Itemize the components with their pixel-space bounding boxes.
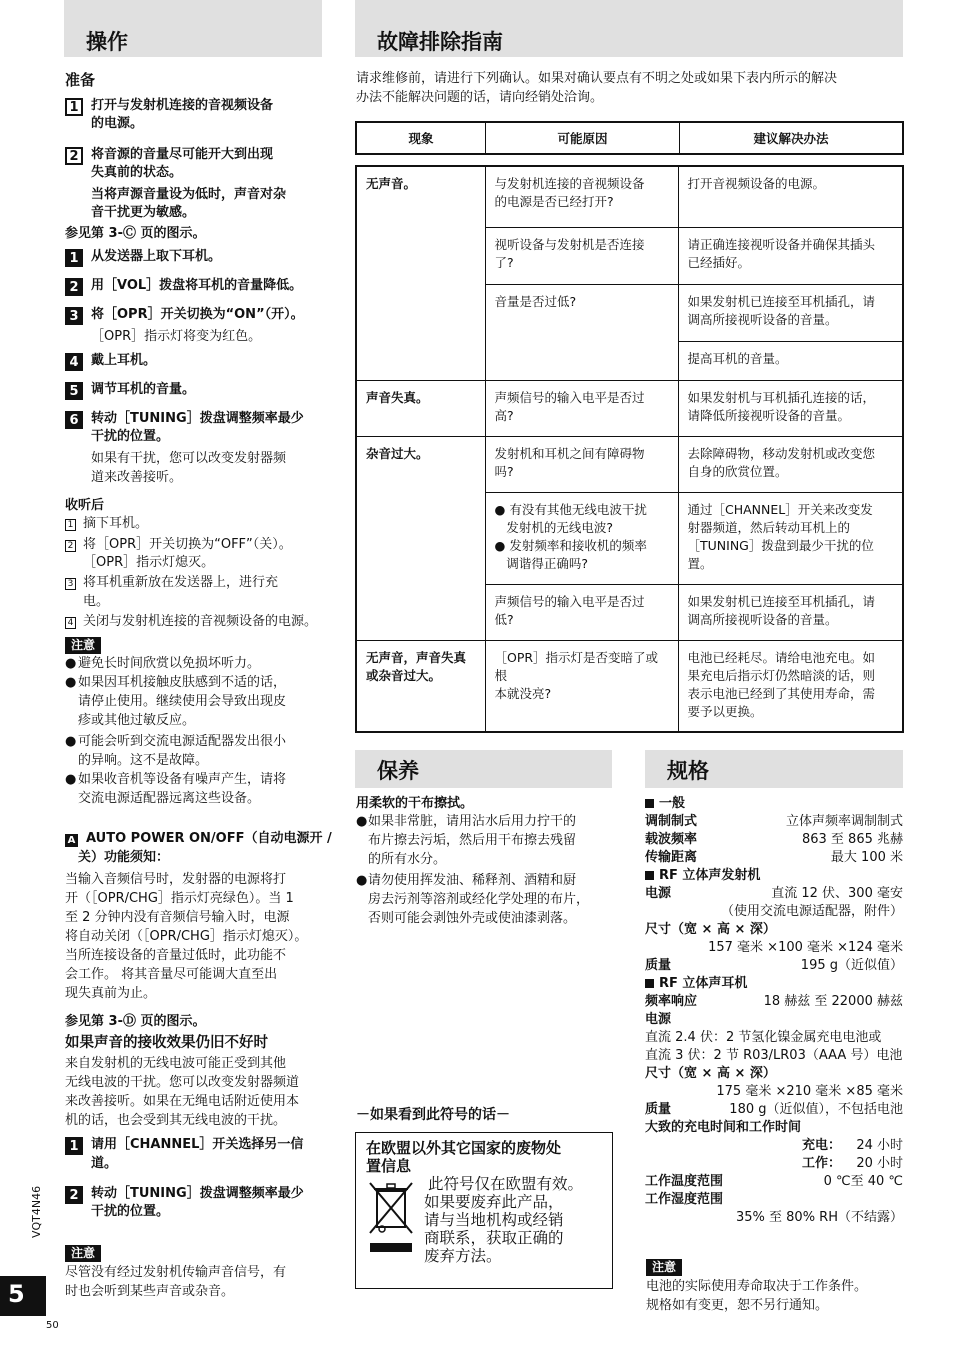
care2-line1: 请勿使用挥发油、稀释剂、酒精和厨 [368,873,577,888]
caution1-line1: 避免长时间欣赏以免损坏听力。 [78,656,261,671]
spec-label: 大致的充电时间和工作时间 [645,1120,802,1135]
spec-label: 电源 [645,886,672,901]
spec-label: 载波频率 [645,832,698,847]
fix-line: 如果发射机已连接至耳机插孔，请 [687,593,876,609]
fix-line: 打开音视频设备的电源。 [687,176,826,191]
cause-cell [485,284,678,380]
spec-value: 0 ℃至 40 ℃ [823,1174,903,1189]
s5-text: 调节耳机的音量。 [91,382,196,397]
spec-row [645,1083,903,1101]
cause-line: 音量是否过低? [494,293,577,309]
spec-label: 尺寸（宽 × 高 × 深） [645,922,776,937]
spec-row [645,1011,903,1029]
square-bullet-icon [645,871,654,880]
eu-disposal-box [355,1132,613,1289]
cause-line: 的电源是否已经打开? [494,194,614,209]
poor-reception-title: 如果声音的接收效果仍旧不好时 [65,1035,268,1051]
spec-general [645,795,903,813]
cause-line: 吗? [494,463,514,479]
symptom-noise: 杂音过大。 [356,436,485,640]
spec-rx-label: RF 立体声耳机 [659,976,748,991]
fix-line: 请正确连接视听设备并确保其插头 [687,236,876,252]
cause-line: 发射机的无线电波? [494,519,614,535]
spec-label: 工作温度范围 [645,1174,724,1189]
auto-body-6: 会工作。 将其音量尽可能调大直至出 [65,967,278,982]
auto-body-7: 现失真前为止。 [65,986,157,1001]
spec-value: 最大 100 米 [830,850,903,865]
poor-body-4: 机的话，也会受到其无线电波的干扰。 [65,1113,287,1128]
trouble-title: 故障排除指南 [377,30,503,54]
after-num-3: 3 [65,578,76,590]
fix-cell [678,227,903,284]
caution2-line1: 如果因耳机接触皮肤感到不适的话， [78,675,287,690]
p1-line2: 道。 [91,1156,118,1171]
box-text-5: 废弃方法。 [424,1247,502,1265]
cause-cell [485,380,678,436]
spec-label: 尺寸（宽 × 高 × 深） [645,1066,776,1081]
step-number-5: 5 [65,382,83,400]
care-title: 保养 [377,759,419,783]
spec-value: 863 至 865 兆赫 [801,832,903,847]
care-bullet-2: ● [356,873,368,888]
cause-cell [485,492,678,584]
cause-line: 本就没亮? [494,685,552,701]
spec-row [645,1191,903,1209]
cause-line: 声频信号的输入电平是否过 [494,593,645,609]
s2-text: 用［VOL］拨盘将耳机的音量降低。 [91,278,303,293]
step1-line1: 打开与发射机连接的音视频设备 [91,98,274,113]
spec-label: 工作湿度范围 [645,1192,724,1207]
spec-label: 频率响应 [645,994,698,1009]
fix-line: 调高所接视听设备的音量。 [687,611,838,627]
spec-row [645,849,903,867]
step2-note1: 当将声源音量设为低时，声音对杂 [91,187,287,202]
box-text-2: 如果要废弃此产品， [424,1193,564,1211]
spec-row [645,831,903,849]
spec-label: 工作： [801,1156,841,1171]
p2-line1: 转动［TUNING］拨盘调整频率最少 [91,1186,304,1201]
auto-body-5: 当所连接设备的音量过低时，此功能不 [65,948,287,963]
cause-line: 声频信号的输入电平是否过 [494,389,645,405]
page-number-small: 50 [46,1320,59,1331]
spec-value: （使用交流电源适配器，附件） [720,904,903,919]
p1-line1: 请用［CHANNEL］开关选择另一信 [91,1137,304,1152]
caution2-line3: 疹或其他过敏反应。 [78,713,196,728]
spec-value: 195 g（近似值） [800,958,903,973]
spec-value: 20 小时 [856,1156,903,1171]
spec-row [645,903,903,921]
step2-line2: 失真前的状态。 [91,165,183,180]
s3-text: 将［OPR］开关切换为“ON”（开）。 [91,307,304,322]
care1-line3: 的所有水分。 [368,852,447,867]
spec-row [645,993,903,1011]
spec-value: 直流 2.4 伏：2 节氢化镍金属充电电池或 [645,1030,882,1045]
caution3-line2: 的异响。这不是故障。 [78,753,209,768]
caution4-line2: 交流电源适配器远离这些设备。 [78,791,261,806]
care-bullet-1: ● [356,814,368,829]
fix-line: 射器频道，然后转动耳机上的 [687,519,851,535]
spec-note-1: 电池的实际使用寿命取决于工作条件。 [646,1279,868,1294]
after-num-2: 2 [65,540,76,552]
fix-line: 要予以更换。 [687,703,763,719]
spec-label: 调制制式 [645,814,698,829]
spec-headphones [645,975,903,993]
after3-line1: 将耳机重新放在发送器上，进行充 [83,575,279,590]
caution-bullet-2: ● [65,675,77,690]
header-cause: 可能原因 [486,123,680,153]
ref-figure-d: 参见第 3-Ⓓ 页的图示。 [65,1014,206,1029]
care-header [355,750,612,788]
step-number-3: 3 [65,307,83,325]
fix-line: 自身的欣赏位置。 [687,463,788,479]
spec-tx-label: RF 立体声发射机 [659,868,761,883]
fix-line: 果充电后指示灯仍然暗淡的话，则 [687,667,876,683]
caution2-text-1: 尽管没有经过发射机传输声音信号，有 [65,1265,287,1280]
spec-note-2: 规格如有变更，恕不另行通知。 [646,1298,829,1313]
spec-value: 35% 至 80% RH（不结露） [736,1210,903,1225]
after-title: 收听后 [65,498,105,513]
spec-value: 直流 3 伏：2 节 R03/LR03（AAA 号）电池 [645,1048,903,1063]
cause-line: 视听设备与发射机是否连接 [494,236,645,252]
after2-line1: 将［OPR］开关切换为“OFF”（关）。 [83,537,292,552]
caution3-line1: 可能会听到交流电源适配器发出很小 [78,734,287,749]
fix-cell [678,436,903,492]
cause-line: ［OPR］指示灯是否变暗了或根 [494,649,659,683]
spec-row [645,885,903,903]
page-number: 5 [8,1280,25,1308]
spec-label: 质量 [645,958,672,973]
auto-tag: A [65,834,78,847]
spec-row [645,1173,903,1191]
spec-row [645,1101,903,1119]
caution2-line2: 请停止使用。继续使用会导致出现皮 [78,694,287,709]
trouble-table-header [355,121,904,155]
poor-step-number-1: 1 [65,1137,83,1155]
box-text-3: 请与当地机构或经销 [424,1211,564,1229]
fix-line: 电池已经耗尽。请给电池充电。如 [687,649,876,665]
fix-line: 如果发射机与耳机插孔连接的话， [687,389,876,405]
spec-label: 质量 [645,1102,672,1117]
care2-line3: 否则可能会剥蚀外壳或使油漆剥落。 [368,911,577,926]
square-bullet-icon [645,979,654,988]
s1-text: 从发送器上取下耳机。 [91,249,222,264]
caution2-text-2: 时也会听到某些声音或杂音。 [65,1284,235,1299]
step-number-6: 6 [65,411,83,429]
spec-value: 175 毫米 ×210 毫米 ×85 毫米 [716,1084,903,1099]
box-title-2: 置信息 [366,1157,412,1175]
step-number-2b: 2 [65,278,83,296]
page-number-tab [0,1276,46,1316]
caution-badge: 注意 [65,637,101,654]
after4-text: 关闭与发射机连接的音视频设备的电源。 [83,614,318,629]
after1-text: 摘下耳机。 [83,516,149,531]
spec-value: 直流 12 伏、300 毫安 [771,886,903,901]
cause-cell [485,436,678,492]
spec-row [645,939,903,957]
fix-cell [678,640,903,732]
s6-note2: 道来改善接听。 [91,470,183,485]
p2-line2: 干扰的位置。 [91,1204,170,1219]
table-row [356,166,903,227]
cause-cell [485,166,678,227]
spec-row [645,1137,903,1155]
after2-line2: ［OPR］指示灯熄灭。 [83,555,215,570]
auto-body-4: 将自动关闭（［OPR/CHG］指示灯熄灭）。 [65,929,308,944]
fix-line: ［TUNING］拨盘到最少干扰的位置。 [687,537,874,571]
fix-line: 调高所接视听设备的音量。 [687,311,838,327]
spec-value: 立体声频率调制制式 [785,814,903,829]
step-number-4: 4 [65,353,83,371]
spec-row [645,1029,903,1047]
after-num-4: 4 [65,617,76,629]
spec-row [645,1155,903,1173]
after3-line2: 电。 [83,594,110,609]
fix-line: 去除障碍物，移动发射机或改变您 [687,445,876,461]
after-num-1: 1 [65,519,76,531]
spec-row [645,813,903,831]
s3-note: ［OPR］指示灯将变为红色。 [91,329,262,344]
cause-line: ● 发射频率和接收机的频率 [494,537,647,553]
spec-label: 电源 [645,1012,672,1027]
fix-cell [678,584,903,640]
cause-line: 调谐得正确吗? [494,555,589,571]
s6-line1: 转动［TUNING］拨盘调整频率最少 [91,411,304,426]
spec-value: 180 g（近似值），不包括电池 [729,1102,903,1117]
spec-title: 规格 [667,759,709,783]
s6-line2: 干扰的位置。 [91,429,170,444]
spec-header [645,750,903,788]
step-number-2: 2 [65,147,83,165]
prep-title: 准备 [65,71,96,89]
fix-cell [678,492,903,584]
fix-cell [678,166,903,227]
cause-line: 了? [494,254,514,270]
poor-body-3: 来改善接听。如果在无绳电话附近使用本 [65,1094,300,1109]
trouble-table [355,165,904,733]
cause-line: 与发射机连接的音视频设备 [494,176,645,191]
cause-line: 高? [494,407,514,423]
fix-line: 提高耳机的音量。 [687,350,788,366]
table-row [356,436,903,492]
header-fix: 建议解决办法 [753,131,829,146]
fix-line: 请降低所接视听设备的音量。 [687,407,851,423]
fix-line: 如果发射机已连接至耳机插孔，请 [687,293,876,309]
poor-body-1: 来自发射机的无线电波可能正受到其他 [65,1056,287,1071]
poor-body-2: 无线电波的干扰。您可以改变发射器频道 [65,1075,300,1090]
care1-line1: 如果非常脏，请用沾水后用力拧干的 [368,814,577,829]
spec-value: 157 毫米 ×100 毫米 ×124 毫米 [708,940,903,955]
step2-note2: 音干扰更为敏感。 [91,205,196,220]
box-text-4: 商联系，获取正确的 [424,1229,564,1247]
fix-cell [678,380,903,436]
auto-body-3: 至 2 分钟内没有音频信号输入时，电源 [65,910,290,925]
table-row [356,640,903,732]
spec-row [645,1065,903,1083]
operation-title: 操作 [86,30,128,54]
symptom-combined: 无声音，声音失真 或杂音过大。 [356,640,485,732]
spec-row [645,957,903,975]
box-title-1: 在欧盟以外其它国家的废物处 [366,1139,562,1157]
spec-value: 18 赫兹 至 22000 赫兹 [763,994,903,1009]
step2-line1: 将音源的音量尽可能开大到出现 [91,147,274,162]
cause-cell [485,227,678,284]
spec-row [645,1119,903,1137]
caution-bullet-1: ● [65,656,77,671]
table-row [356,380,903,436]
spec-row [645,1047,903,1065]
cause-cell [485,640,678,732]
spec-label: 传输距离 [645,850,698,865]
spec-transmitter [645,867,903,885]
fix-line: 表示电池已经到了其使用寿命，需 [687,685,876,701]
spec-general-label: 一般 [659,796,686,811]
operation-header [64,0,322,57]
spec-list [645,795,903,1227]
symptom-distortion: 声音失真。 [356,380,485,436]
cause-cell [485,584,678,640]
fix-cell [678,284,903,341]
s4-text: 戴上耳机。 [91,353,157,368]
fix-line: 通过［CHANNEL］开关来改变发 [687,501,873,517]
auto-body-1: 当输入音频信号时，发射器的电源将打 [65,872,287,887]
ref-figure-c: 参见第 3-Ⓒ 页的图示。 [65,226,206,241]
cause-line: ● 有没有其他无线电波干扰 [494,501,647,517]
spec-value: 24 小时 [856,1138,903,1153]
care1-line2: 布片擦去污垢，然后用干布擦去残留 [368,833,577,848]
spec-row [645,921,903,939]
care2-line2: 房去污剂等溶剂或经化学处理的布片， [368,892,590,907]
fix-line: 已经插好。 [687,254,751,270]
fix-cell [678,341,903,380]
cause-line: 低? [494,611,514,627]
spec-label: 充电： [801,1138,841,1153]
spec-caution-badge: 注意 [646,1259,682,1276]
s6-note1: 如果有干扰，您可以改变发射器频 [91,451,287,466]
symbol-heading: －如果看到此符号的话－ [356,1107,510,1123]
caution4-line1: 如果收音机等设备有噪声产生，请将 [78,772,287,787]
trouble-intro-1: 请求维修前，请进行下列确认。如果对确认要点有不明之处或如果下表内所示的解决 [356,71,838,86]
trouble-header [355,0,903,57]
model-number: VQT4N46 [30,1185,43,1238]
auto-title-line2: 关）功能须知： [78,850,170,865]
caution-badge-2: 注意 [65,1245,101,1262]
poor-step-number-2: 2 [65,1186,83,1204]
step-number-1b: 1 [65,249,83,267]
cause-line: 发射机和耳机之间有障碍物 [494,445,645,461]
auto-title-line1: AUTO POWER ON/OFF（自动电源开 / [86,831,332,846]
trouble-intro-2: 办法不能解决问题的话，请向经销处洽询。 [356,90,604,105]
symptom-no-sound: 无声音。 [356,166,485,380]
box-text-1: 此符号仅在欧盟有效。 [428,1175,584,1193]
square-bullet-icon [645,799,654,808]
crossed-bin-icon [368,1181,414,1255]
caution-bullet-4: ● [65,772,77,787]
auto-body-2: 开（［OPR/CHG］指示灯亮绿色）。当 1 [65,891,294,906]
spec-row [645,1209,903,1227]
step1-line2: 的电源。 [91,116,144,131]
step-number-1: 1 [65,98,83,116]
care-sub: 用柔软的干布擦拭。 [356,796,474,811]
header-symptom: 现象 [357,123,486,153]
caution-bullet-3: ● [65,734,77,749]
